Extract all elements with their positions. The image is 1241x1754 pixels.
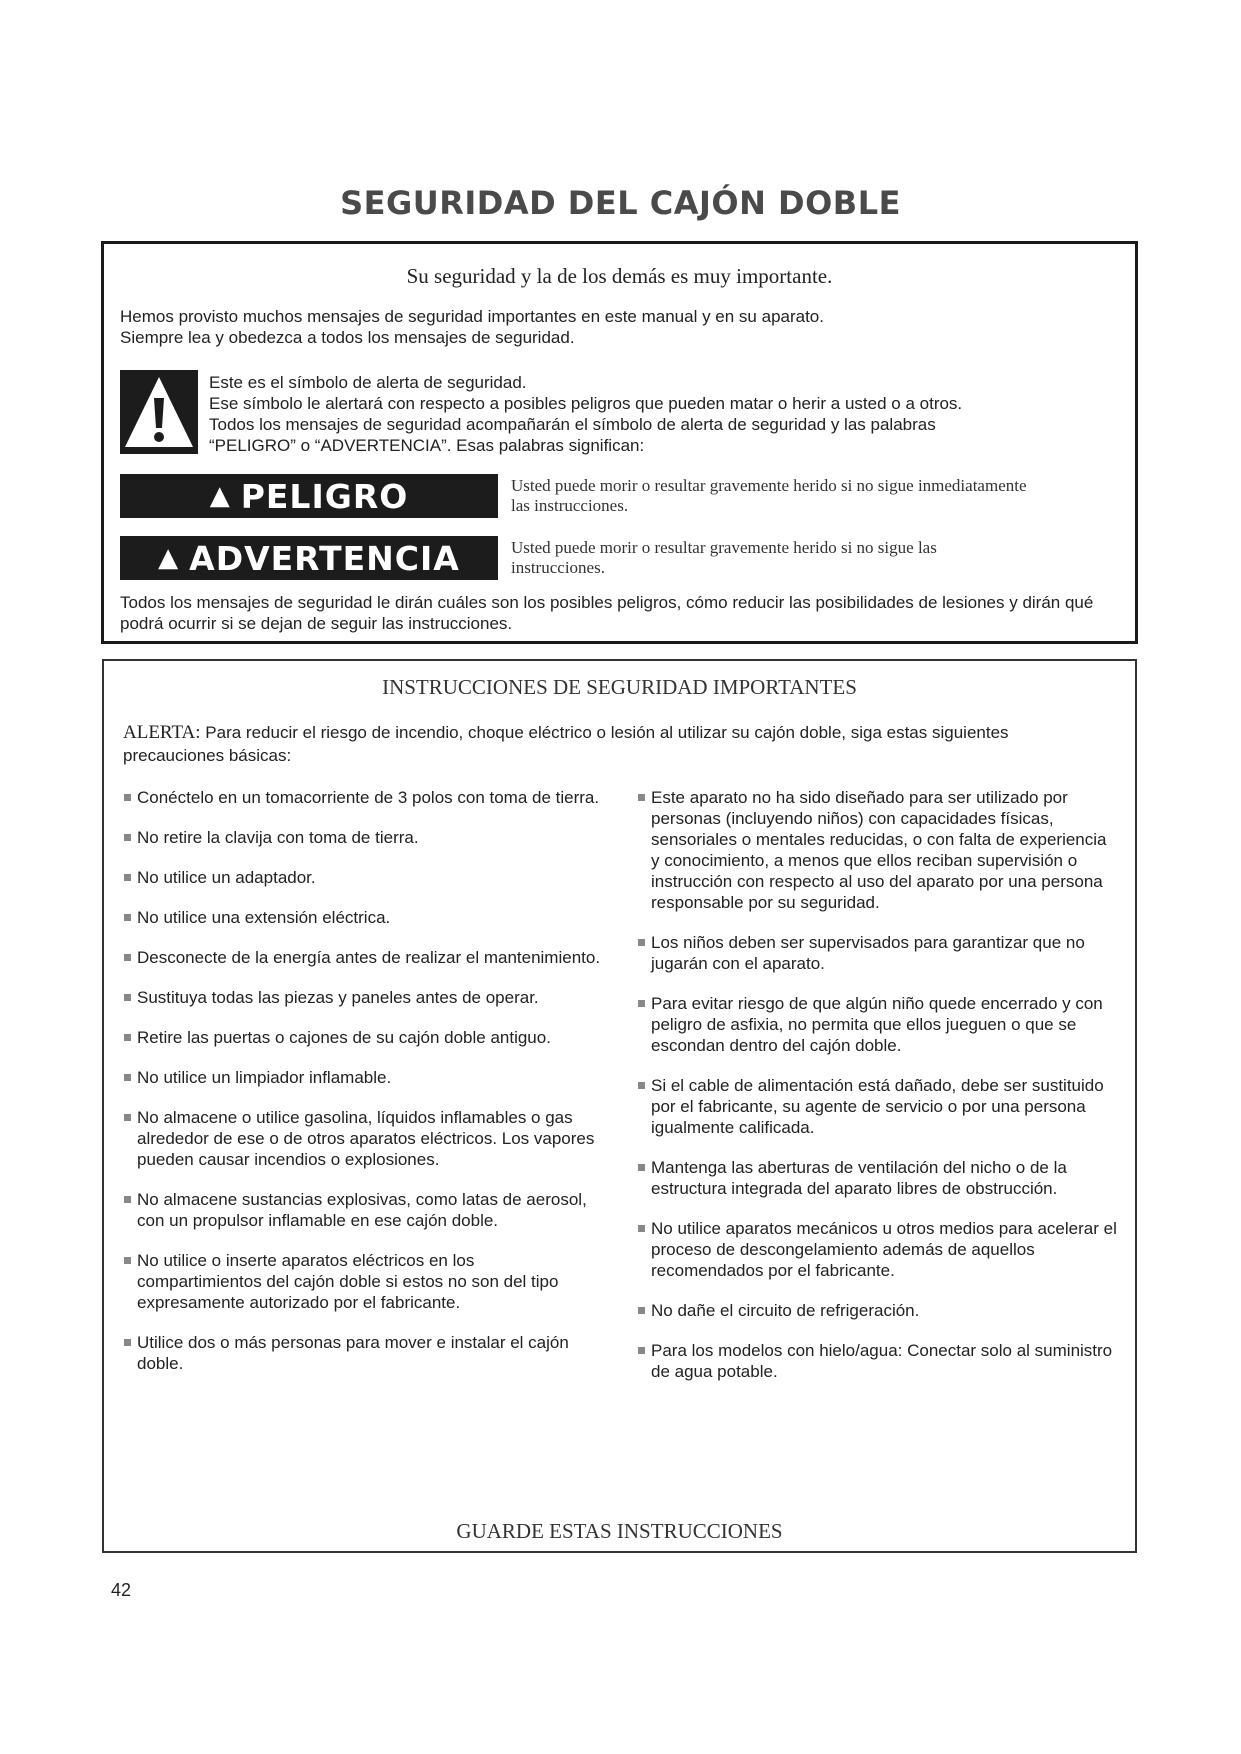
list-item: No utilice o inserte aparatos eléctricos en los compartimientos del cajón doble si estos no son del tipo expresamente autorizado por el fabricante. bbox=[123, 1250, 603, 1313]
list-item: Para evitar riesgo de que algún niño quede encerrado y con peligro de asfixia, no permita que ellos jueguen o que se escondan dentro del cajón doble. bbox=[637, 993, 1117, 1056]
safety-closing-text: Todos los mensajes de seguridad le dirán cuáles son los posibles peligros, cómo reducir las posibilidades de lesiones y dirán qué podrá ocurrir si se dejan de seguir las instrucciones. bbox=[120, 593, 1094, 633]
bullet-icon bbox=[124, 1339, 131, 1346]
list-item: Mantenga las aberturas de ventilación del nicho o de la estructura integrada del aparato libres de obstrucción. bbox=[637, 1157, 1117, 1199]
alert-label: ALERTA: bbox=[123, 722, 201, 743]
list-item: No almacene sustancias explosivas, como latas de aerosol, con un propulsor inflamable en ese cajón doble. bbox=[123, 1189, 603, 1231]
page-number: 42 bbox=[111, 1580, 132, 1600]
intro-line: Siempre lea y obedezca a todos los mensajes de seguridad. bbox=[120, 328, 575, 347]
list-item: Conéctelo en un tomacorriente de 3 polos con toma de tierra. bbox=[123, 787, 603, 808]
bullet-icon bbox=[124, 1196, 131, 1203]
alert-text: Para reducir el riesgo de incendio, choque eléctrico o lesión al utilizar su cajón doble, siga estas siguientes precauciones básicas: bbox=[123, 723, 1009, 765]
list-item: No utilice un limpiador inflamable. bbox=[123, 1067, 603, 1088]
danger-description: Usted puede morir o resultar gravemente herido si no sigue inmediatamente las instrucciones. bbox=[511, 476, 1027, 515]
list-item: No almacene o utilice gasolina, líquidos inflamables o gas alrededor de ese o de otros aparatos eléctricos. Los vapores pueden causar incendios o explosiones. bbox=[123, 1107, 603, 1170]
bullet-icon bbox=[638, 1347, 645, 1354]
precautions-right-column bbox=[637, 787, 1117, 1401]
alert-paragraph bbox=[123, 721, 1113, 767]
bullet-icon bbox=[638, 1225, 645, 1232]
bullet-icon bbox=[638, 1000, 645, 1007]
safety-message-box bbox=[101, 241, 1138, 644]
symbol-line: Este es el símbolo de alerta de seguridad. bbox=[209, 373, 527, 392]
warning-description: Usted puede morir o resultar gravemente herido si no sigue las instrucciones. bbox=[511, 538, 937, 577]
warning-triangle-icon: ▲ bbox=[158, 543, 180, 573]
symbol-line: Todos los mensajes de seguridad acompañarán el símbolo de alerta de seguridad y las palabras bbox=[209, 415, 936, 434]
list-item: Si el cable de alimentación está dañado, debe ser sustituido por el fabricante, su agente de servicio o por una persona igualmente calificada. bbox=[637, 1075, 1117, 1138]
safety-subtitle: Su seguridad y la de los demás es muy importante. bbox=[406, 264, 833, 288]
page-title: SEGURIDAD DEL CAJÓN DOBLE bbox=[340, 184, 901, 222]
warning-label: ADVERTENCIA bbox=[189, 538, 460, 578]
instructions-heading: INSTRUCCIONES DE SEGURIDAD IMPORTANTES bbox=[382, 675, 857, 699]
bullet-icon bbox=[638, 1307, 645, 1314]
bullet-icon bbox=[124, 954, 131, 961]
bullet-icon bbox=[124, 994, 131, 1001]
list-item: Utilice dos o más personas para mover e instalar el cajón doble. bbox=[123, 1332, 603, 1374]
bullet-icon bbox=[638, 939, 645, 946]
bullet-icon bbox=[124, 794, 131, 801]
list-item: Desconecte de la energía antes de realizar el mantenimiento. bbox=[123, 947, 603, 968]
warning-triangle-icon bbox=[120, 370, 198, 454]
bullet-icon bbox=[638, 1082, 645, 1089]
list-item: No utilice un adaptador. bbox=[123, 867, 603, 888]
danger-label: PELIGRO bbox=[240, 476, 409, 516]
list-item: Los niños deben ser supervisados para garantizar que no jugarán con el aparato. bbox=[637, 932, 1117, 974]
list-item: Este aparato no ha sido diseñado para ser utilizado por personas (incluyendo niños) con capacidades físicas, sensoriales o mentales reducidas, o con falta de experiencia y conocimiento, a menos que ellos reciban supervisión o instrucción con respecto al uso del aparato por una persona responsable por su seguridad. bbox=[637, 787, 1117, 913]
bullet-icon bbox=[124, 874, 131, 881]
save-instructions-footer: GUARDE ESTAS INSTRUCCIONES bbox=[456, 1519, 783, 1543]
bullet-icon bbox=[124, 1074, 131, 1081]
symbol-line: Ese símbolo le alertará con respecto a posibles peligros que pueden matar o herir a usted o a otros. bbox=[209, 394, 963, 413]
bullet-icon bbox=[638, 1164, 645, 1171]
bullet-icon bbox=[124, 834, 131, 841]
warning-signal-banner bbox=[120, 536, 498, 580]
list-item: No utilice una extensión eléctrica. bbox=[123, 907, 603, 928]
symbol-line: “PELIGRO” o “ADVERTENCIA”. Esas palabras significan: bbox=[209, 436, 645, 455]
bullet-icon bbox=[124, 1257, 131, 1264]
list-item: No dañe el circuito de refrigeración. bbox=[637, 1300, 1117, 1321]
bullet-icon bbox=[638, 794, 645, 801]
list-item: No utilice aparatos mecánicos u otros medios para acelerar el proceso de descongelamiento además de aquellos recomendados por el fabricante. bbox=[637, 1218, 1117, 1281]
list-item: No retire la clavija con toma de tierra. bbox=[123, 827, 603, 848]
safety-symbol-explanation bbox=[209, 372, 1129, 456]
warning-triangle-icon: ▲ bbox=[209, 481, 231, 511]
important-instructions-box bbox=[102, 659, 1137, 1553]
list-item: Para los modelos con hielo/agua: Conectar solo al suministro de agua potable. bbox=[637, 1340, 1117, 1382]
intro-line: Hemos provisto muchos mensajes de seguridad importantes en este manual y en su aparato. bbox=[120, 307, 824, 326]
danger-signal-banner bbox=[120, 474, 498, 518]
bullet-icon bbox=[124, 914, 131, 921]
safety-intro bbox=[120, 306, 1120, 348]
bullet-icon bbox=[124, 1114, 131, 1121]
bullet-icon bbox=[124, 1034, 131, 1041]
list-item: Sustituya todas las piezas y paneles antes de operar. bbox=[123, 987, 603, 1008]
list-item: Retire las puertas o cajones de su cajón doble antiguo. bbox=[123, 1027, 603, 1048]
precautions-left-column bbox=[123, 787, 603, 1393]
